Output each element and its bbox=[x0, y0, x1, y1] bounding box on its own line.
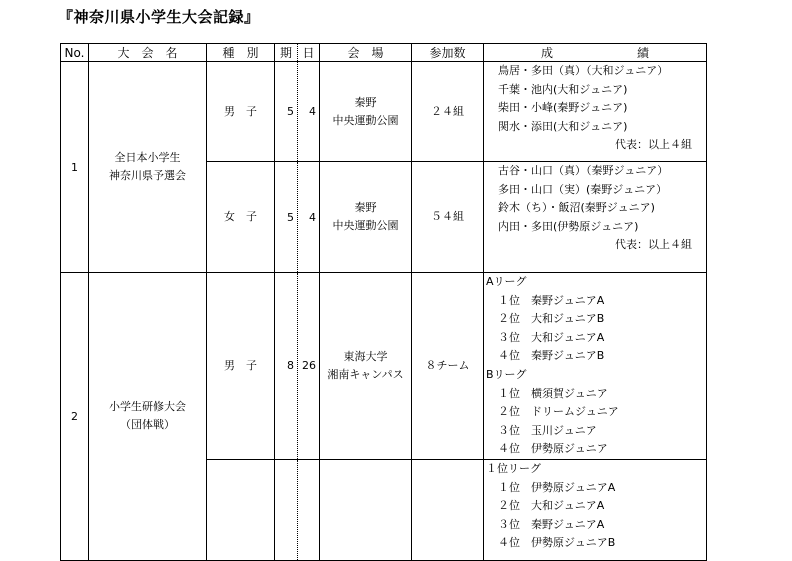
result-line: 関水・添田(大和ジュニア) bbox=[498, 119, 628, 133]
row-no: 1 bbox=[61, 62, 89, 273]
venue-line2: 中央運動公園 bbox=[332, 113, 399, 127]
results bbox=[484, 162, 707, 273]
category bbox=[207, 459, 275, 560]
venue-line1: 秦野 bbox=[354, 95, 377, 109]
result-line: ４位 伊勢原ジュニア bbox=[498, 442, 608, 456]
result-line: 柴田・小峰(秦野ジュニア) bbox=[498, 101, 628, 115]
representative-note: 代表：以上４組 bbox=[615, 138, 692, 152]
table-row bbox=[61, 273, 707, 460]
league-label: Bリーグ bbox=[486, 367, 527, 381]
result-line: ２位 ドリームジュニア bbox=[498, 405, 619, 419]
result-line: ３位 大和ジュニアA bbox=[498, 330, 605, 344]
tournament-name bbox=[89, 62, 207, 273]
representative-note: 代表：以上４組 bbox=[615, 238, 692, 252]
result-line: 鈴木（ち）・飯沼(秦野ジュニア) bbox=[498, 201, 655, 215]
tournament-name-line1: 全日本小学生 bbox=[114, 151, 181, 164]
header-venue: 会 場 bbox=[320, 44, 412, 62]
header-row bbox=[61, 44, 707, 62]
result-line: 古谷・山口（真）（秦野ジュニア） bbox=[498, 164, 669, 177]
venue-line2: 湘南キャンパス bbox=[327, 367, 404, 381]
result-line: ２位 大和ジュニアA bbox=[498, 499, 605, 513]
participant-count bbox=[412, 459, 484, 560]
result-line: １位 伊勢原ジュニアA bbox=[498, 480, 616, 494]
result-line: ４位 秦野ジュニアB bbox=[498, 349, 605, 363]
category: 男 子 bbox=[207, 62, 275, 162]
header-result: 成 績 bbox=[484, 44, 707, 62]
participant-count: ２４組 bbox=[412, 62, 484, 162]
venue-line1: 秦野 bbox=[354, 201, 377, 214]
header-day: 日 bbox=[298, 44, 320, 62]
participant-count: ５４組 bbox=[412, 162, 484, 273]
tournament-name bbox=[89, 273, 207, 561]
header-month: 期 bbox=[275, 44, 298, 62]
result-line: ２位 大和ジュニアB bbox=[498, 312, 605, 326]
result-line: １位 横須賀ジュニア bbox=[498, 386, 608, 400]
league-label: Aリーグ bbox=[486, 275, 527, 288]
result-line: ４位 伊勢原ジュニアB bbox=[498, 536, 616, 550]
venue bbox=[320, 62, 412, 162]
venue bbox=[320, 162, 412, 273]
result-line: 多田・山口（実）(秦野ジュニア） bbox=[498, 182, 668, 196]
month: 8 bbox=[275, 273, 298, 460]
category: 女 子 bbox=[207, 162, 275, 273]
results bbox=[484, 459, 707, 560]
day bbox=[298, 459, 320, 560]
header-name: 大 会 名 bbox=[89, 44, 207, 62]
month: 5 bbox=[275, 162, 298, 273]
header-count: 参加数 bbox=[412, 44, 484, 62]
result-line: 鳥居・多田（真）（大和ジュニア） bbox=[498, 64, 669, 77]
venue-line1: 東海大学 bbox=[343, 349, 388, 363]
month: 5 bbox=[275, 62, 298, 162]
result-line: ３位 玉川ジュニア bbox=[498, 423, 597, 437]
day: 4 bbox=[298, 62, 320, 162]
day: 26 bbox=[298, 273, 320, 460]
result-line: 千葉・池内(大和ジュニア) bbox=[498, 82, 628, 96]
tournament-name-line1: 小学生研修大会 bbox=[109, 400, 186, 414]
venue bbox=[320, 459, 412, 560]
day: 4 bbox=[298, 162, 320, 273]
venue-line2: 中央運動公園 bbox=[332, 219, 399, 232]
participant-count: ８チーム bbox=[412, 273, 484, 460]
venue bbox=[320, 273, 412, 460]
header-type: 種 別 bbox=[207, 44, 275, 62]
category: 男 子 bbox=[207, 273, 275, 460]
records-table bbox=[60, 43, 707, 561]
tournament-name-line2: 神奈川県予選会 bbox=[109, 169, 186, 182]
result-line: ３位 秦野ジュニアA bbox=[498, 517, 605, 531]
league-label: １位リーグ bbox=[486, 461, 541, 475]
results bbox=[484, 62, 707, 162]
result-line: 内田・多田(伊勢原ジュニア) bbox=[498, 219, 639, 233]
row-no: 2 bbox=[61, 273, 89, 561]
results bbox=[484, 273, 707, 460]
page-title: 『神奈川県小学生大会記録』 bbox=[58, 8, 260, 26]
table-row bbox=[61, 62, 707, 162]
tournament-name-line2: （団体戦） bbox=[120, 418, 175, 432]
month bbox=[275, 459, 298, 560]
result-line: １位 秦野ジュニアA bbox=[498, 293, 605, 307]
header-no: No. bbox=[61, 44, 89, 62]
